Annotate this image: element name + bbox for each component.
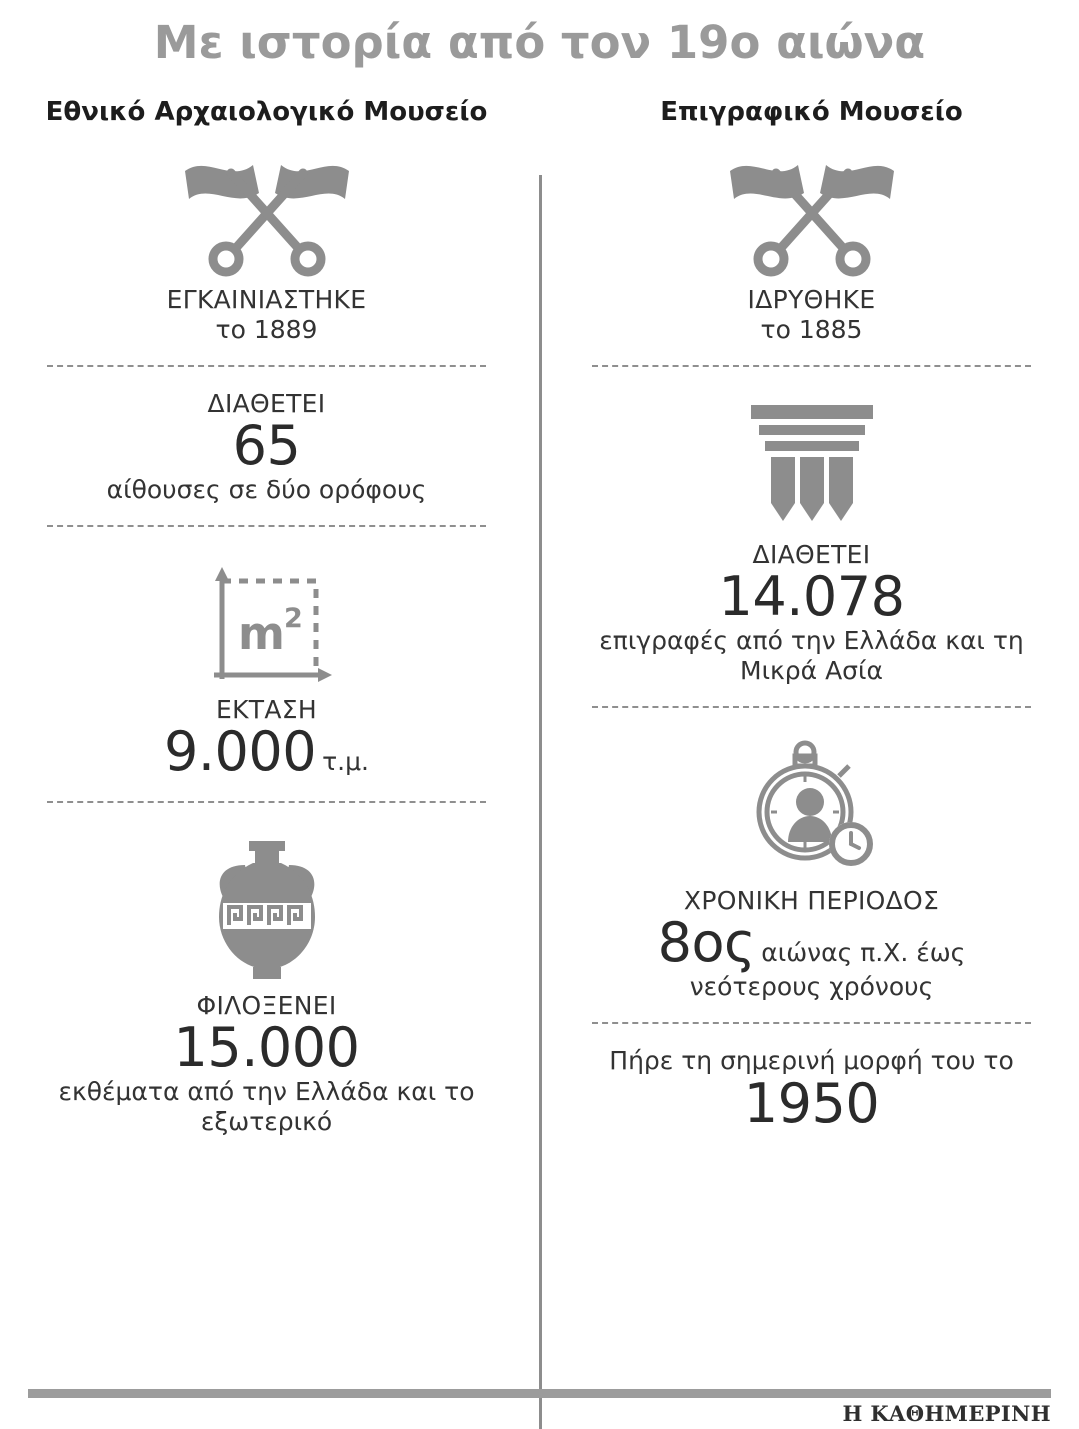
block-right-period-label: ΧΡΟΝΙΚΗ ΠΕΡΙΟΔΟΣ xyxy=(683,885,940,915)
columns-container xyxy=(0,79,1079,1329)
svg-text:m: m xyxy=(237,606,285,660)
block-right-period-value-row xyxy=(573,911,1050,975)
block-right-period-value: 8ος xyxy=(657,911,756,975)
block-left-area-label: ΕΚΤΑΣΗ xyxy=(216,694,317,724)
divider-dashed xyxy=(592,365,1031,367)
block-left-halls-value: 65 xyxy=(232,414,301,477)
footer-bar xyxy=(28,1389,1051,1398)
block-right-period-sub: νεότερους χρόνους xyxy=(689,971,934,1001)
column-epigraphic-museum xyxy=(539,79,1078,1329)
block-right-current-form-value: 1950 xyxy=(743,1071,880,1135)
block-right-inscriptions xyxy=(573,383,1050,690)
stopwatch-person-icon xyxy=(573,740,1050,880)
block-left-opening-label: ΕΓΚΑΙΝΙΑΣΤΗΚΕ xyxy=(166,285,367,314)
block-left-exhibits-value: 15.000 xyxy=(173,1016,360,1080)
divider-dashed xyxy=(47,365,486,367)
scissors-ribbon-icon xyxy=(28,149,505,279)
block-left-area-value: 9.000 xyxy=(164,720,317,784)
block-left-opening xyxy=(28,133,505,349)
block-right-inscriptions-sub: επιγραφές από την Ελλάδα και τη Μικρά Ασία xyxy=(599,625,1024,685)
block-right-current-form xyxy=(573,1040,1050,1137)
block-right-founded-sub: το 1885 xyxy=(760,314,863,344)
divider-dashed xyxy=(592,706,1031,708)
svg-text:2: 2 xyxy=(283,602,303,634)
column-capital-icon xyxy=(573,399,1050,534)
amphora-icon xyxy=(28,835,505,985)
column-heading-right: Επιγραφικό Μουσείο xyxy=(660,97,963,127)
block-right-current-form-label: Πήρε τη σημερινή μορφή του το xyxy=(609,1045,1014,1075)
block-left-halls xyxy=(28,383,505,509)
block-right-founded-label: ΙΔΡΥΘΗΚΕ xyxy=(747,285,876,314)
page-title: Με ιστορία από τον 19ο αιώνα xyxy=(153,16,926,69)
brand-logo: Η ΚΑΘΗΜΕΡΙΝΗ xyxy=(842,1401,1051,1426)
block-left-exhibits-label: ΦΙΛΟΞΕΝΕΙ xyxy=(196,990,337,1020)
divider-dashed xyxy=(47,801,486,803)
square-meters-icon xyxy=(28,559,505,689)
block-left-area xyxy=(28,543,505,785)
column-national-archaeological-museum xyxy=(0,79,539,1329)
block-right-inscriptions-value: 14.078 xyxy=(718,565,905,628)
block-left-exhibits xyxy=(28,819,505,1141)
block-left-opening-sub: το 1889 xyxy=(215,314,318,344)
block-right-period-unit: αιώνας π.Χ. έως xyxy=(761,938,966,968)
block-left-area-unit: τ.μ. xyxy=(322,747,369,777)
block-right-founded xyxy=(573,133,1050,349)
block-left-exhibits-sub: εκθέματα από την Ελλάδα και το εξωτερικό xyxy=(58,1077,475,1137)
block-left-halls-sub: αίθουσες σε δύο ορόφους xyxy=(106,474,427,504)
block-left-halls-label: ΔΙΑΘΕΤΕΙ xyxy=(207,388,326,418)
column-heading-left: Εθνικό Αρχαιολογικό Μουσείο xyxy=(45,97,488,127)
footer xyxy=(0,1383,1079,1429)
block-right-period xyxy=(573,724,1050,1006)
block-left-area-value-row xyxy=(28,720,505,784)
divider-dashed xyxy=(47,525,486,527)
divider-dashed xyxy=(592,1022,1031,1024)
block-right-inscriptions-label: ΔΙΑΘΕΤΕΙ xyxy=(752,539,871,569)
scissors-ribbon-icon xyxy=(573,149,1050,279)
